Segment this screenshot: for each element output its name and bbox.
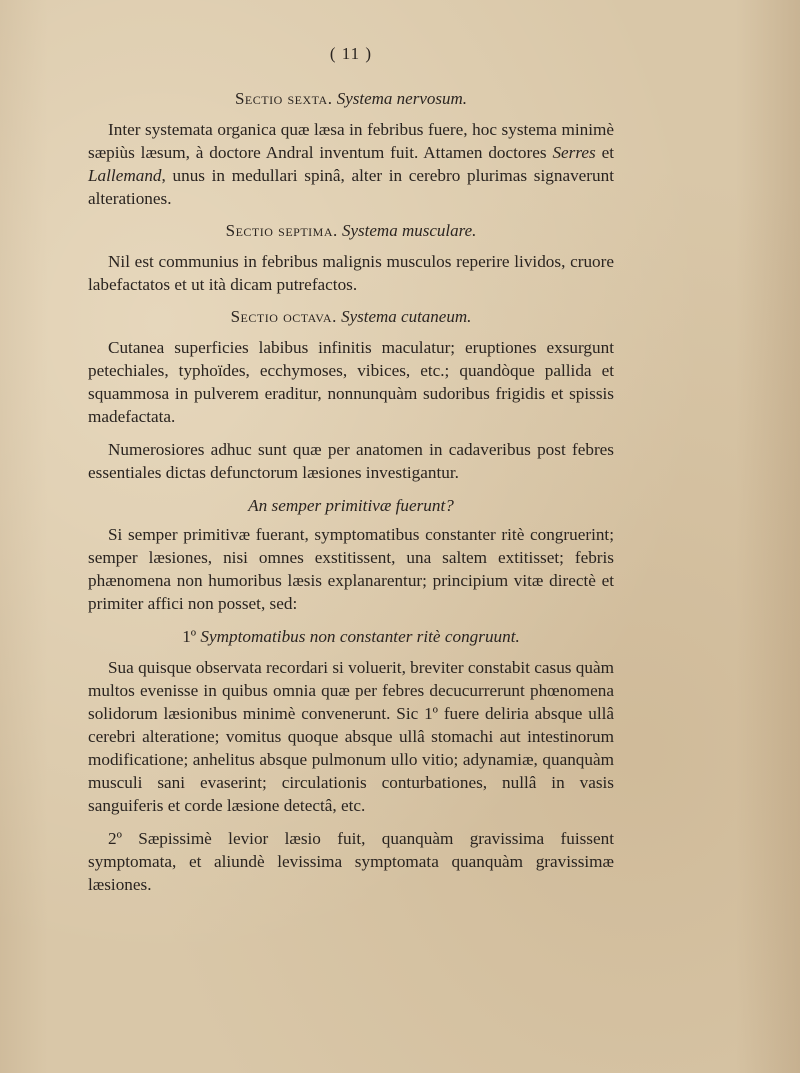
section-octava-heading <box>88 306 614 328</box>
point-text: Symptomatibus non constanter ritè congruunt. <box>200 627 520 646</box>
page-number: ( 11 ) <box>329 44 373 63</box>
text-run: , unus in medullari spinâ, alter in cerebro plurimas signaverunt alterationes. <box>88 166 614 208</box>
paragraph: Si semper primitivæ fuerant, symptomatibus constanter ritè congruerint; semper læsiones, nisi omnes exstitissent, una saltem extitisset; febris phænomena non humoribus læsis explanarentur; principium vitæ directè et primiter affici non posset, sed: <box>88 525 614 613</box>
section-sexta-heading <box>88 88 614 110</box>
section-title: Systema cutaneum. <box>341 307 472 326</box>
paragraph <box>88 118 614 210</box>
author-name: Serres <box>552 143 596 162</box>
paragraph: Sua quisque observata recordari si voluerit, breviter constabit casus quàm multos evenisse in quibus omnia quæ per febres decucurrerunt phœnomena solidorum læsionibus minimè convenerunt. Sic 1º fuere deliria absque ullâ cerebri alteratione; vomitus quoque absque ullâ stomachi aut intestinorum modificatione; anhelitus absque pulmonum ullo vitio; adynamiæ, quanquàm musculi sani evaserint; circulationis conturbationes, nullâ in vasis sanguiferis et corde læsione detectâ, etc. <box>88 658 614 815</box>
text-run: Inter systemata organica quæ læsa in febribus fuere, hoc systema minimè sæpiùs læsum, à doctore Andral inventum fuit. Attamen doctores <box>88 120 614 162</box>
section-label: Sectio octava. <box>230 307 337 326</box>
question-heading: An semper primitivæ fuerunt? <box>248 496 454 515</box>
section-title: Systema nervosum. <box>336 89 468 108</box>
section-septima-heading <box>88 220 614 242</box>
document-page <box>88 44 614 906</box>
section-label: Sectio sexta. <box>234 89 333 108</box>
section-title: Systema musculare. <box>341 221 477 240</box>
text-run: et <box>595 143 615 162</box>
paragraph: Nil est communius in febribus malignis musculos reperire lividos, cruore labefactatos et ut ità dicam putrefactos. <box>88 252 614 294</box>
point-heading <box>88 625 614 648</box>
paragraph: Numerosiores adhuc sunt quæ per anatomen in cadaveribus post febres essentiales dictas defunctorum læsiones investigantur. <box>88 440 614 482</box>
section-label: Sectio septima. <box>225 221 338 240</box>
paragraph: 2º Sæpissimè levior læsio fuit, quanquàm gravissima fuissent symptomata, et aliundè levissima symptomata quanquàm gravissimæ læsiones. <box>88 829 614 894</box>
point-number: 1º <box>182 627 201 646</box>
paragraph: Cutanea superficies labibus infinitis maculatur; eruptiones exsurgunt petechiales, typhoïdes, ecchymoses, vibices, etc.; quandòque pallida et squammosa in pulverem eraditur, nonnunquàm sudoribus frigidis et spissis madefactata. <box>88 338 614 426</box>
author-name: Lallemand <box>88 166 162 185</box>
